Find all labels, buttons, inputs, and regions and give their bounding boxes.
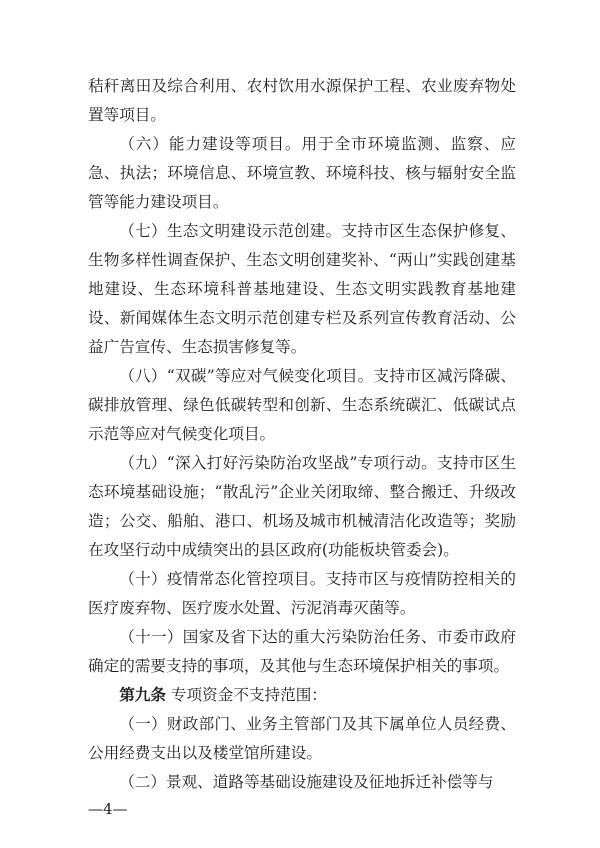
item-11-paragraph: （十一）国家及省下达的重大污染防治任务、市委市政府确定的需要支持的事项，及其他与生态环境保护相关的事项。 — [88, 628, 516, 675]
item-6-paragraph: （六）能力建设等项目。用于全市环境监测、监察、应急、执法；环境信息、环境宣教、环境科技、核与辐射安全监管等能力建设项目。 — [88, 135, 516, 211]
exclusion-1-paragraph: （一）财政部门、业务主管部门及其下属单位人员经费、公用经费支出以及楼堂馆所建设。 — [88, 715, 516, 762]
article-9-paragraph — [88, 681, 516, 710]
item-10-paragraph: （十）疫情常态化管控项目。支持市区与疫情防控相关的医疗废弃物、医疗废水处置、污泥消毒灭菌等。 — [88, 570, 516, 617]
continuation-paragraph: 秸秆离田及综合利用、农村饮用水源保护工程、农业废弃物处置等项目。 — [88, 77, 516, 124]
article-9-text: 专项资金不支持范围： — [165, 686, 327, 704]
exclusion-2-paragraph: （二）景观、道路等基础设施建设及征地拆迁补偿等与 — [119, 773, 494, 791]
item-9-paragraph: （九）“深入打好污染防治攻坚战”专项行动。支持市区生态环境基础设施；“散乱污”企业关闭取缔、整合搬迁、升级改造；公交、船舶、港口、机场及城市机械清洁化改造等；奖励在攻坚行动中成绩突出的县区政府(功能板块管委会)。 — [88, 454, 516, 559]
item-8-paragraph: （八）“双碳”等应对气候变化项目。支持市区减污降碳、碳排放管理、绿色低碳转型和创新、生态系统碳汇、低碳试点示范等应对气候变化项目。 — [88, 367, 516, 443]
page-number: —4— — [88, 800, 128, 818]
document-body — [88, 72, 516, 797]
article-9-label: 第九条 — [119, 686, 166, 704]
item-7-paragraph: （七）生态文明建设示范创建。支持市区生态保护修复、生物多样性调查保护、生态文明创建奖补、“两山”实践创建基地建设、生态环境科普基地建设、生态文明实践教育基地建设、新闻媒体生态文明示范创建专栏及系列宣传教育活动、公益广告宣传、生态损害修复等。 — [88, 222, 516, 356]
